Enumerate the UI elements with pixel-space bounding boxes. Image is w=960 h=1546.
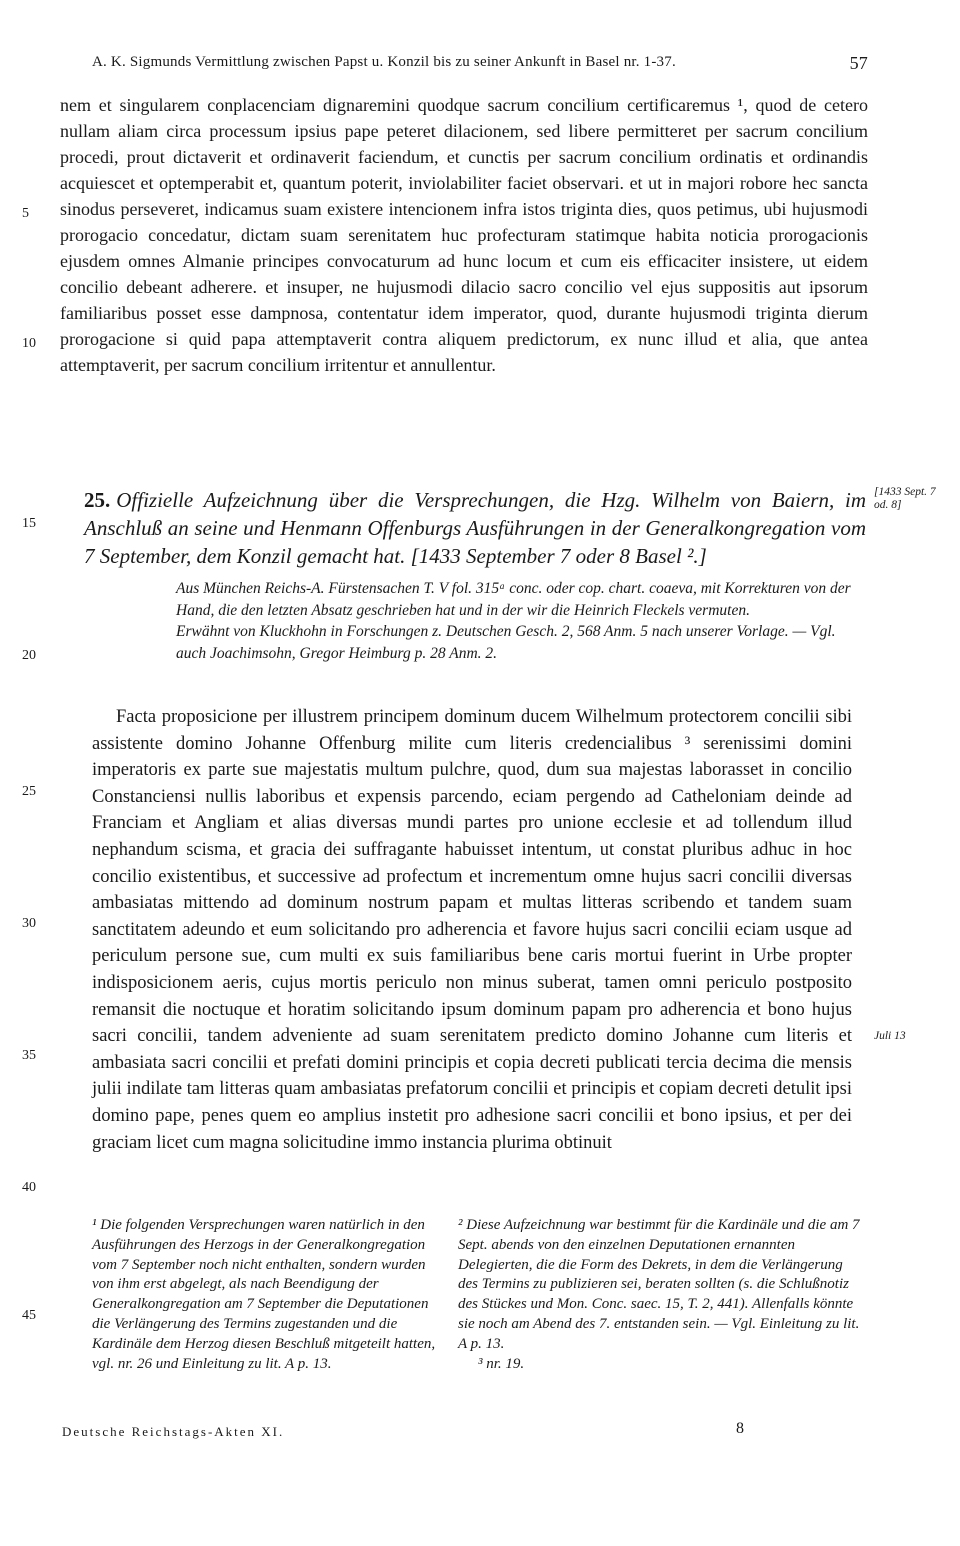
source-note [176,578,860,664]
footnote-1: ¹ Die folgenden Versprechungen waren natürlich in den Ausführungen des Herzogs in der Generalkongregation vom 7 September noch nicht enthalten, sondern wurden von ihm erst abgelegt, als nach Beendigung der Generalkongregation am 7 September die Deputationen die Verlängerung des Termins zugestanden und die Kardinäle dem Herzog diesen Beschluß mitgeteilt hatten, vgl. nr. 26 und Einleitung zu lit. A p. 13. [92,1217,436,1372]
source-note-literature: Erwähnt von Kluckhohn in Forschungen z. Deutschen Gesch. 2, 568 Anm. 5 nach unserer Vorlage. — Vgl. auch Joachimsohn, Gregor Heimburg p. 28 Anm. 2. [176,623,836,662]
line-number: 5 [22,206,29,221]
running-head [92,54,868,71]
line-number: 30 [22,916,36,931]
line-number: 35 [22,1048,36,1063]
paragraph-continuation: nem et singularem conplacenciam dignaremini quodque sacrum concilium certificaremus ¹, quod de cetero nullam aliam circa processum ipsius pape peteret dilacionem, sed libere permitteret per sacrum concilium procedi, prout dictaverit et ordinaverit faciendum, et cunctis per sacrum concilium ordinatis et ordinandis acquiescet et optemperabit et, quantum poterit, inviolabiliter faciet observari. et ut in majori robore hec sancta sinodus perseveret, indicamus suam existere intencionem infra istos triginta dies, quos petimus, ubi hujusmodi prorogacio concedatur, dictam suam serenitatem huc profecturam statimque habita noticia prorogacionis ejusdem omnes Almanie principes convocaturum ad hunc locum et cum eis efficaciter insistere, ut eidem concilio debeant adherere. et insuper, ne hujusmodi dilacio sacro concilio vel ejus suppositis aut ipsorum familiaribus posset esse dampnosa, contentatur idem imperator, quod, durante hujusmodi triginta dierum prorogacione si quid papa attemptaverit contra aliquem predictorum, ex nunc illud et alia, que antea attemptaverit, per sacrum concilium irritentur et annullentur. [60,95,868,375]
document-number: 25. [84,488,111,512]
document-title: Offizielle Aufzeichnung über die Versprechungen, die Hzg. Wilhelm von Baiern, im Anschluß an seine und Henmann Offenburgs Ausführungen in der Generalkongregation vom 7 September, dem Konzil gemacht hat. [1433 September 7 oder 8 Basel ².] [84,488,866,568]
footnotes-right-column [458,1216,866,1374]
line-number: 15 [22,516,36,531]
margin-date-july: Juli 13 [874,1030,906,1042]
document-body [92,704,852,1156]
line-number: 10 [22,336,36,351]
running-head-title: A. K. Sigmunds Vermittlung zwischen Papst u. Konzil bis zu seiner Ankunft in Basel nr. 1-37. [92,54,676,70]
footnote-2: ² Diese Aufzeichnung war bestimmt für die Kardinäle und die am 7 Sept. abends von den einzelnen Deputationen ernannten Delegierten, die die Form des Dekrets, in dem die Verlängerung des Termins zu publizieren sei, beraten sollten (s. die Schlußnotiz des Stückes und Mon. Conc. saec. 15, T. 2, 441). Allenfalls könnte sie noch am Abend des 7. entstanden sein. — Vgl. Einleitung zu lit. A p. 13. [458,1217,860,1352]
sheet-signature: 8 [736,1420,744,1437]
document-heading [84,486,866,570]
line-number: 20 [22,648,36,663]
line-number: 40 [22,1180,36,1195]
imprint-line: Deutsche Reichstags-Akten XI. [62,1424,285,1439]
document-body-text: Facta proposicione per illustrem principem dominum ducem Wilhelmum protectorem concilii sibi assistente domino Johanne Offenburg milite cum literis credencialibus ³ serenissimi domini imperatoris ex parte sue majestatis multum pulchre, quod, dum sua majestas laborasset in concilio Constanciensi nullis laboribus et expensis parcendo, eciam pergendo ad Catheloniam deinde ad Franciam et Angliam et alias diversas mundi partes pro unione ecclesie et ad tollendum illud nephandum scisma, et gracia dei suffragante habuisset intentum, ut constat pluribus adhuc in hoc concilio existentibus, et successive ad profectum et incrementum omne hujus sacri concilii diversas ambasiatas mittendo ad dominum nostrum papam et multas litteras scribendo et tandem suam sanctitatem adeundo et eum solicitando pro adherencia et favore hujus sacri concilii eciam usque ad periculum persone sue, cum multi ex suis familiaribus bene caris mortui fuerint in Urbe propter indisposicionem aeris, cujus mortis periculo non minus suberat, tamen omni periculo postposito remansit die noctuque et horatim solicitando ipsum dominum papam pro adherencia et bono hujus sacri concilii, tandem adveniente ad suam serenitatem predicto domino Johanne cum literis et ambasiata sacri concilii et prefati domini principis et copia decreti publicati tercia decima die mensis julii indilate tam litteras quam ambasiatas prefatorum concilii et principis et copiam decreti detulit ipsi domino pape, penes quem eo amplius instetit pro adhesione sacri concilii et bono ipsius, et per dei graciam licet cum magna solicitudine immo instancia plurima obtinuit [92,707,852,1153]
line-number: 45 [22,1308,36,1323]
line-number: 25 [22,784,36,799]
page-number: 57 [849,53,868,73]
footnote-3: ³ nr. 19. [478,1355,525,1372]
margin-date-heading: [1433 Sept. 7 od. 8] [874,486,936,511]
source-note-archive: Aus München Reichs-A. Fürstensachen T. V fol. 315ᵃ conc. oder cop. chart. coaeva, mit Korrekturen von der Hand, die den letzten Absatz geschrieben hat und in der wir die Heinrich Fleckels vermuten. [176,580,851,619]
